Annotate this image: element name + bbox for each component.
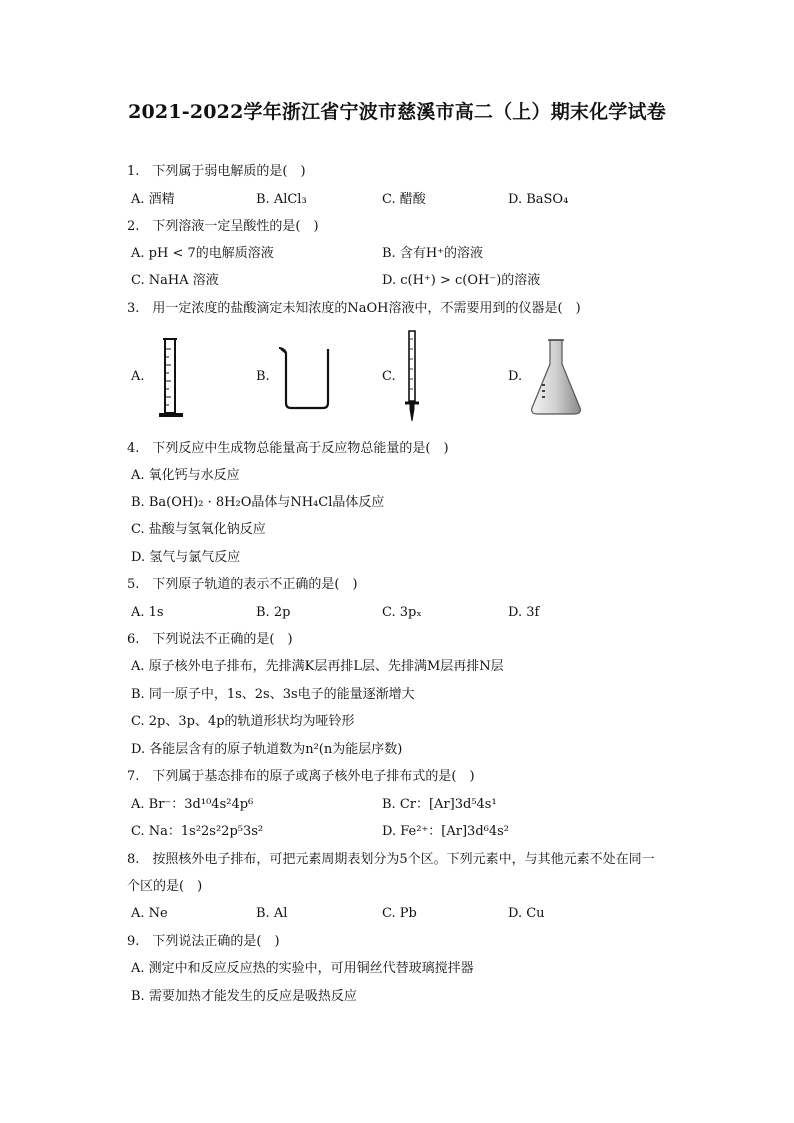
question-8-stem: 8. 按照核外电子排布，可把元素周期表划分为5个区。下列元素中，与其他元素不处在同一 [127, 852, 655, 867]
question-7-stem: 7. 下列属于基态排布的原子或离子核外电子排布式的是( ) [127, 769, 475, 784]
q3-option-b: B. [256, 369, 270, 384]
q2-option-b: B. 含有H⁺的溶液 [382, 246, 484, 261]
conical-flask-icon [528, 338, 584, 418]
q9-option-a: A. 测定中和反应反应热的实验中，可用铜丝代替玻璃搅拌器 [131, 961, 474, 976]
q5-option-d: D. 3f [508, 605, 540, 620]
q8-option-d: D. Cu [508, 906, 545, 921]
question-2-stem: 2. 下列溶液一定呈酸性的是( ) [127, 219, 319, 234]
q6-option-a: A. 原子核外电子排布，先排满K层再排L层、先排满M层再排N层 [131, 659, 504, 674]
q5-option-a: A. 1s [131, 605, 164, 620]
q3-option-d: D. [508, 369, 523, 384]
q4-option-d: D. 氢气与氯气反应 [131, 550, 241, 565]
question-4-stem: 4. 下列反应中生成物总能量高于反应物总能量的是( ) [127, 441, 449, 456]
q8-option-b: B. Al [256, 906, 288, 921]
q7-option-a: A. Br⁻：3d¹⁰4s²4p⁶ [131, 797, 254, 812]
q8-option-c: C. Pb [382, 906, 417, 921]
q7-option-b: B. Cr：[Ar]3d⁵4s¹ [382, 797, 497, 812]
q7-option-c: C. Na：1s²2s²2p⁵3s² [131, 824, 264, 839]
q3-option-a: A. [131, 369, 145, 384]
q5-option-b: B. 2p [256, 605, 291, 620]
q6-option-b: B. 同一原子中，1s、2s、3s电子的能量逐渐增大 [131, 687, 415, 702]
q3-option-c: C. [382, 369, 396, 384]
q5-option-c: C. 3pₓ [382, 605, 422, 620]
q4-option-b: B. Ba(OH)₂ · 8H₂O晶体与NH₄Cl晶体反应 [131, 495, 385, 510]
question-1-stem: 1. 下列属于弱电解质的是( ) [127, 164, 306, 179]
q2-option-a: A. pH < 7的电解质溶液 [131, 246, 274, 261]
beaker-icon [278, 345, 336, 411]
q1-option-b: B. AlCl₃ [256, 192, 307, 207]
q1-option-d: D. BaSO₄ [508, 192, 569, 207]
question-9-stem: 9. 下列说法正确的是( ) [127, 934, 280, 949]
question-3-stem: 3. 用一定浓度的盐酸滴定未知浓度的NaOH溶液中，不需要用到的仪器是( ) [127, 301, 581, 316]
question-8-stem-continued: 个区的是( ) [127, 879, 203, 894]
question-6-stem: 6. 下列说法不正确的是( ) [127, 632, 293, 647]
q9-option-b: B. 需要加热才能发生的反应是吸热反应 [131, 989, 357, 1004]
q1-option-c: C. 醋酸 [382, 192, 426, 207]
q4-option-c: C. 盐酸与氢氧化钠反应 [131, 522, 266, 537]
q2-option-c: C. NaHA 溶液 [131, 273, 219, 288]
q7-option-d: D. Fe²⁺：[Ar]3d⁶4s² [382, 824, 510, 839]
q1-option-a: A. 酒精 [131, 192, 175, 207]
graduated-cylinder-icon [157, 337, 193, 419]
page-title: 2021-2022学年浙江省宁波市慈溪市高二（上）期末化学试卷 [128, 101, 666, 123]
q6-option-c: C. 2p、3p、4p的轨道形状均为哑铃形 [131, 714, 355, 729]
q6-option-d: D. 各能层含有的原子轨道数为n²(n为能层序数) [131, 742, 403, 757]
burette-icon [402, 329, 422, 425]
question-5-stem: 5. 下列原子轨道的表示不正确的是( ) [127, 577, 358, 592]
q8-option-a: A. Ne [131, 906, 168, 921]
q4-option-a: A. 氧化钙与水反应 [131, 468, 240, 483]
q2-option-d: D. c(H⁺) > c(OH⁻)的溶液 [382, 273, 541, 288]
